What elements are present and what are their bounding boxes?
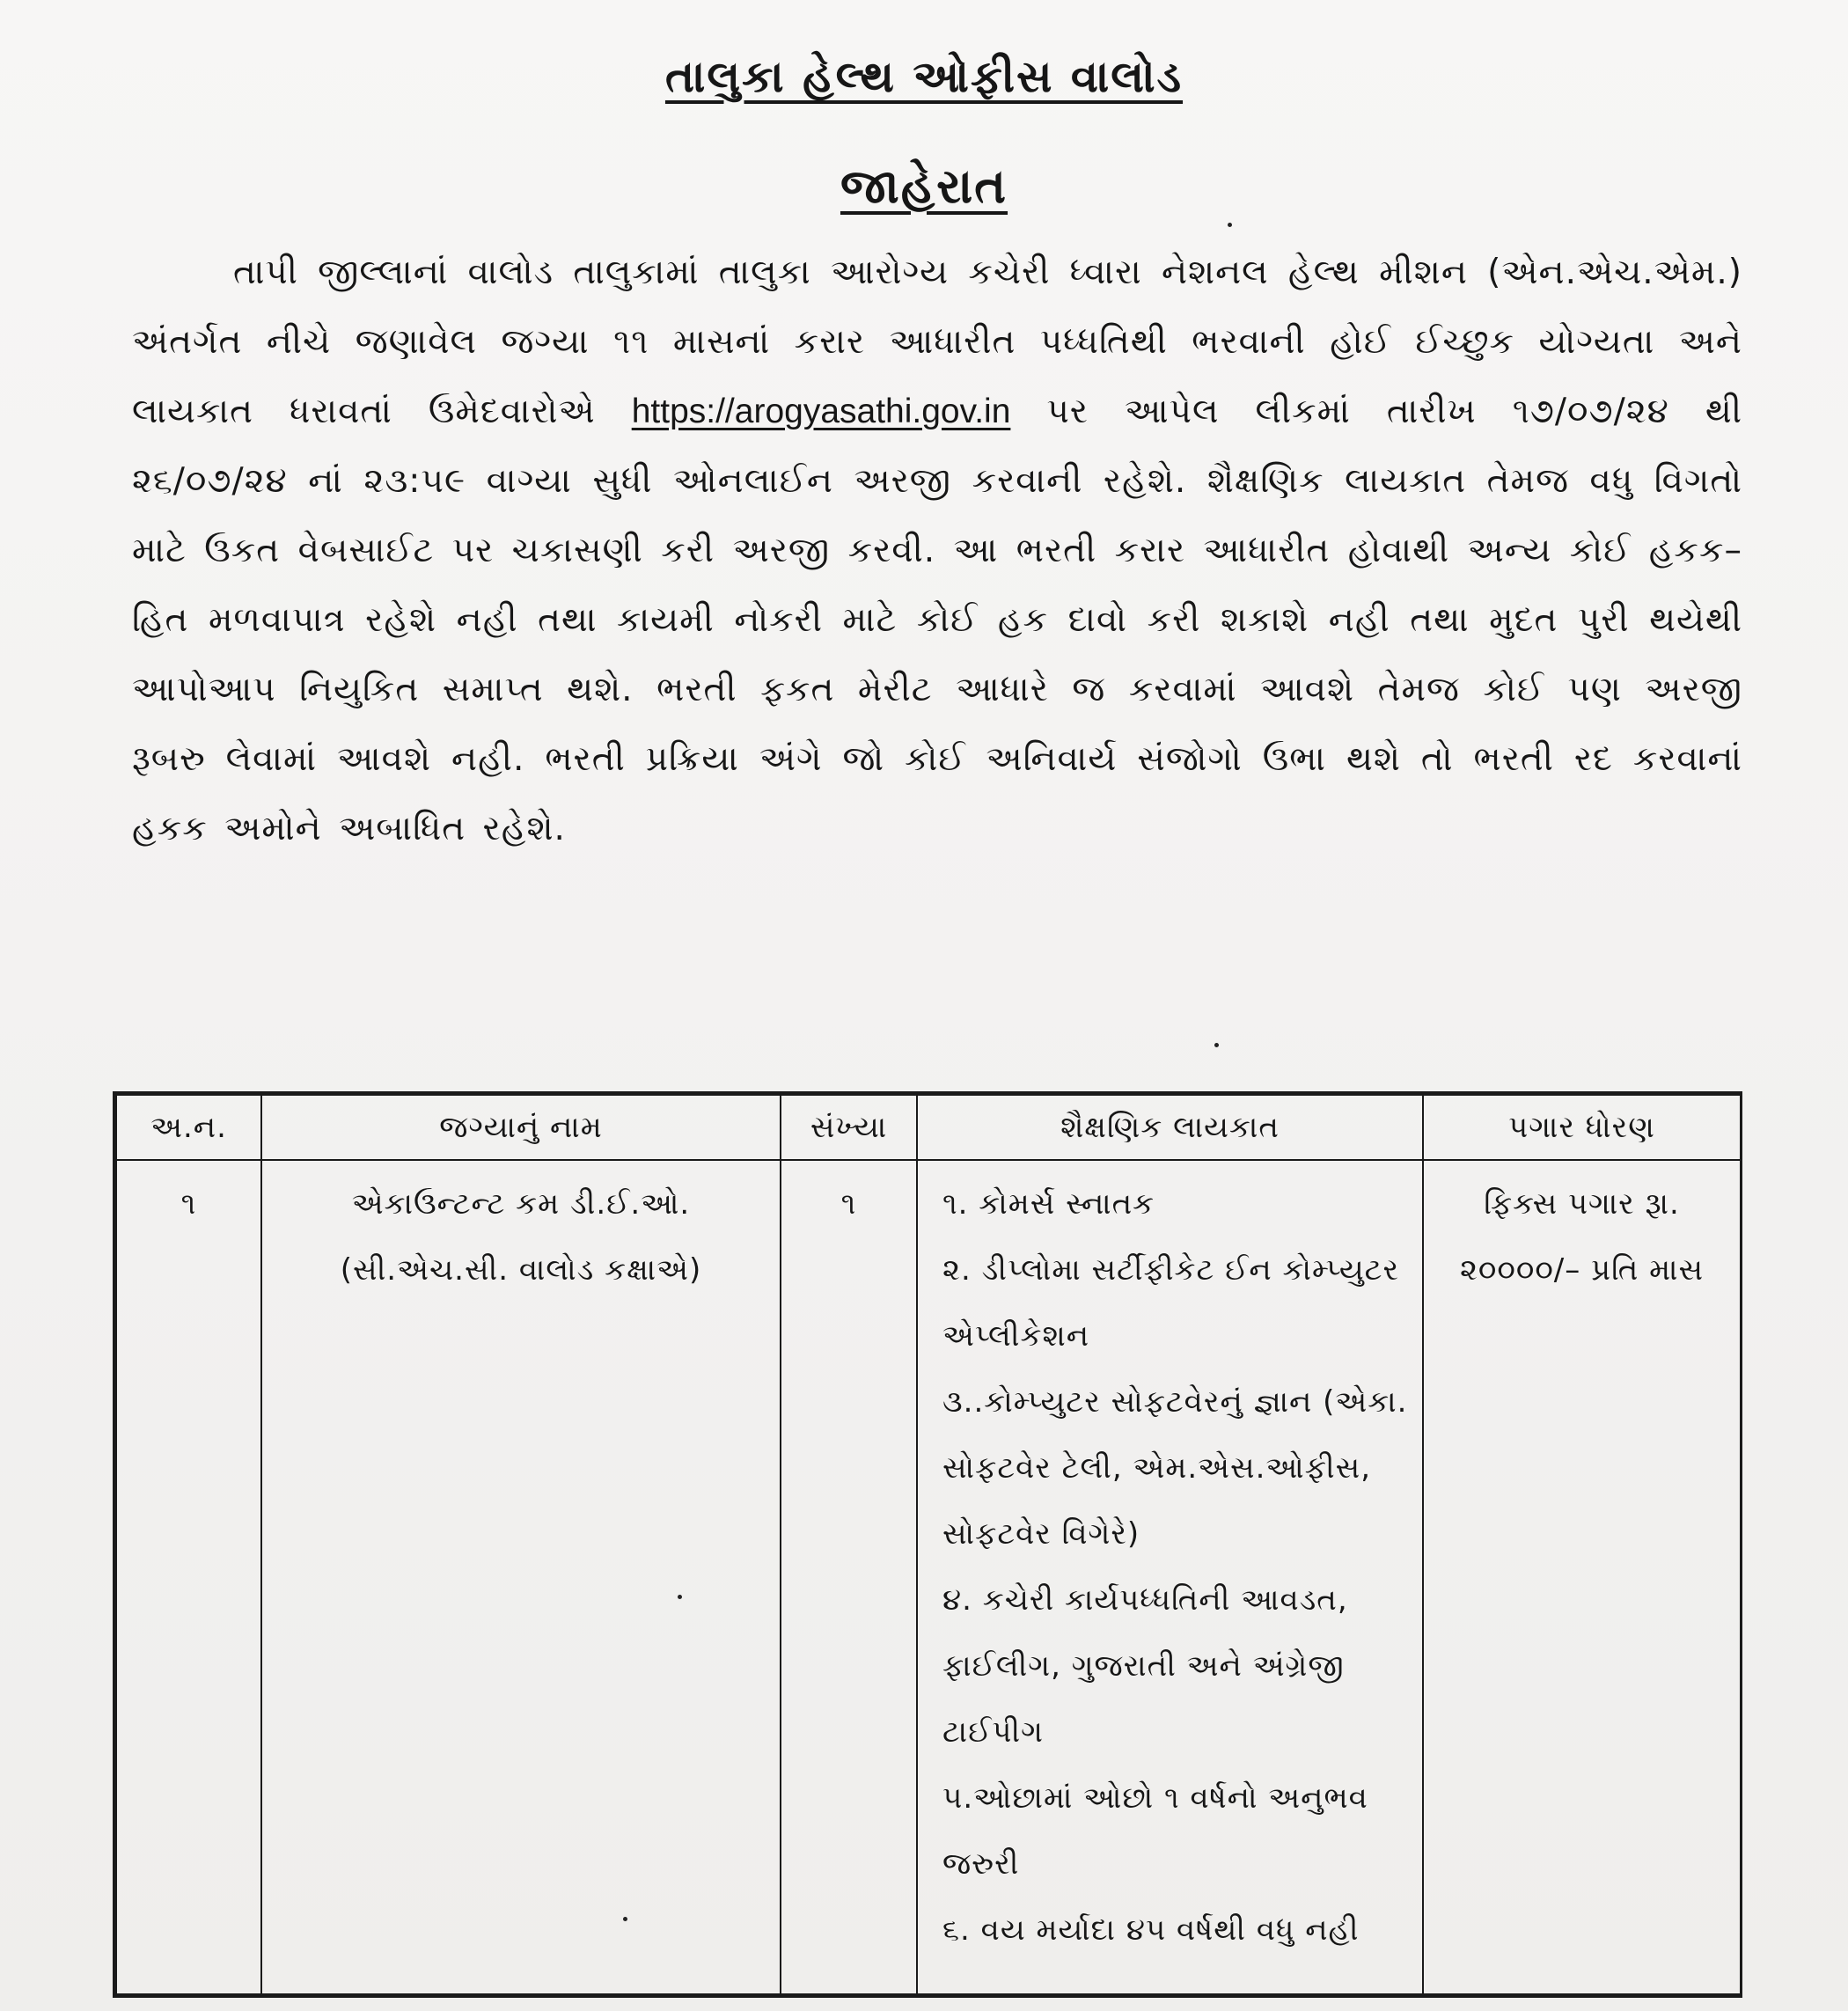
qualification-item-2: ૨. ડીપ્લોમા સર્ટીફીકેટ ઈન કોમ્પ્યુટર એપ્લીકેશન bbox=[942, 1252, 1400, 1354]
qualification-item-1: ૧. કોમર્સ સ્નાતક bbox=[942, 1186, 1155, 1222]
vacancy-table-grid bbox=[115, 1094, 1742, 1995]
speck-mark bbox=[678, 1595, 682, 1599]
qualification-item-4: ૪. કચેરી કાર્યપધ્ધતિની આવડત, ફાઈલીગ, ગુજરાતી અને અંગ્રેજી ટાઈપીગ bbox=[942, 1582, 1348, 1750]
table-row bbox=[116, 1160, 1741, 1994]
notice-paragraph bbox=[132, 238, 1742, 863]
speck-mark bbox=[1214, 1043, 1219, 1047]
pay-line-1: ફિક્સ પગાર રૂા. bbox=[1484, 1186, 1680, 1222]
row-pay-scale bbox=[1423, 1160, 1741, 1994]
header-count: સંખ્યા bbox=[781, 1095, 917, 1160]
speck-mark bbox=[1228, 223, 1232, 227]
row-serial-number: ૧ bbox=[116, 1160, 261, 1994]
office-title: તાલુકા હેલ્થ ઓફીસ વાલોડ bbox=[664, 51, 1184, 102]
speck-mark bbox=[623, 1917, 627, 1921]
qualification-item-6: ૬. વય મર્યાદા ૪૫ વર્ષથી વધુ નહી bbox=[942, 1912, 1360, 1948]
header-pay-scale: પગાર ધોરણ bbox=[1423, 1095, 1741, 1160]
row-post-name bbox=[261, 1160, 781, 1994]
pay-line-2: ૨૦૦૦૦/– પ્રતિ માસ bbox=[1459, 1252, 1705, 1288]
qualification-item-3: ૩..કોમ્પ્યુટર સોફટવેરનું જ્ઞાન (એકા. સોફટવેર ટેલી, એમ.એસ.ઓફીસ, સોફટવેર વિગેરે) bbox=[942, 1384, 1408, 1552]
header-qualification: શૈક્ષણિક લાયકાત bbox=[917, 1095, 1423, 1160]
vacancy-table bbox=[113, 1091, 1742, 1998]
post-name-line-2: (સી.એચ.સી. વાલોડ કક્ષાએ) bbox=[340, 1252, 702, 1288]
website-link[interactable]: https://arogyasathi.gov.in bbox=[631, 393, 1011, 430]
row-count: ૧ bbox=[781, 1160, 917, 1994]
table-header-row bbox=[116, 1095, 1741, 1160]
qualification-item-5: ૫.ઓછામાં ઓછો ૧ વર્ષનો અનુભવ જરુરી bbox=[942, 1780, 1368, 1882]
notice-title: જાહેરાત bbox=[840, 158, 1008, 214]
row-qualifications bbox=[917, 1160, 1423, 1994]
post-name-line-1: એકાઉન્ટન્ટ કમ ડી.ઈ.ઓ. bbox=[351, 1186, 691, 1222]
header-post-name: જગ્યાનું નામ bbox=[261, 1095, 781, 1160]
paragraph-part-1: તાપી જીલ્લાનાં વાલોડ તાલુકામાં તાલુકા આરોગ્ય કચેરી ધ્વારા નેશનલ હેલ્થ મીશન (એન.એચ.એમ.) અંતર્ગત નીચે જણાવેલ જગ્યા ૧૧ માસનાં કરાર આધારીત પધ્ધતિથી ભરવાની હોઈ ઈચ્છુક યોગ્યતા અને લાયકાત ધરાવતાં ઉમેદવારોએ bbox=[132, 253, 1742, 431]
paragraph-part-2: પર આપેલ લીકમાં તારીખ ૧૭/૦૭/૨૪ થી ૨૬/૦૭/૨૪ નાં ૨૩:૫૯ વાગ્યા સુધી ઓનલાઈન અરજી કરવાની રહેશે. શૈક્ષણિક લાયકાત તેમજ વધુ વિગતો માટે ઉકત વેબસાઈટ પર ચકાસણી કરી અરજી કરવી. આ ભરતી કરાર આધારીત હોવાથી અન્ય કોઈ હકક–હિત મળવાપાત્ર રહેશે નહી તથા કાયમી નોકરી માટે કોઈ હક દાવો કરી શકાશે નહી તથા મુદત પુરી થયેથી આપોઆપ નિયુકિત સમાપ્ત થશે. ભરતી ફકત મેરીટ આધારે જ કરવામાં આવશે તેમજ કોઈ પણ અરજી રૂબરુ લેવામાં આવશે નહી. ભરતી પ્રક્રિયા અંગે જો કોઈ અનિવાર્ય સંજોગો ઉભા થશે તો ભરતી રદ કરવાનાં હકક અમોને અબાધિત રહેશે. bbox=[132, 392, 1742, 848]
header-serial-number: અ.ન. bbox=[116, 1095, 261, 1160]
